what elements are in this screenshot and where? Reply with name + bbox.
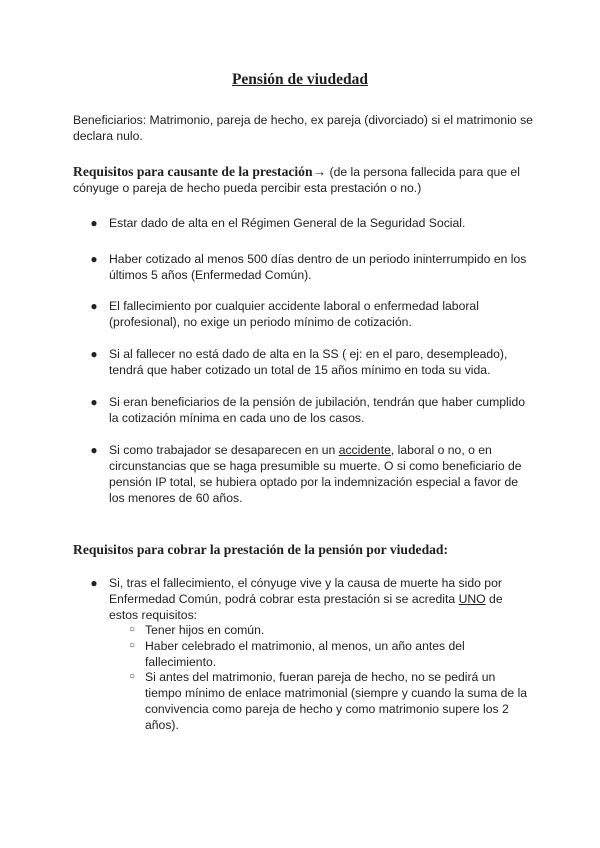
sub-list-item: ○ Si antes del matrimonio, fueran pareja de hecho, no se pedirá un tiempo mínimo de enlace matrimonial (siempre y cuando la suma de la convivencia como pareja de hecho y como matrimonio supere los 2 años).	[128, 670, 528, 732]
list-item	[90, 346, 529, 378]
accidente-link[interactable]: accidente	[338, 443, 391, 457]
circle-bullet-icon: ○	[128, 624, 136, 635]
section1-heading: Requisitos para causante de la prestación→	[73, 164, 327, 179]
sub-list-item: ○ Haber celebrado el matrimonio, al menos, un año antes del fallecimiento.	[128, 639, 465, 669]
bullet-icon: ●	[90, 347, 98, 361]
list-item: ● Si, tras el fallecimiento, el cónyuge vive y la causa de muerte ha sido por Enfermedad Común, podrá cobrar esta prestación si se acredita UNO de estos requisitos:	[90, 576, 503, 622]
beneficiaries-paragraph: Beneficiarios: Matrimonio, pareja de hecho, ex pareja (divorciado) si el matrimonio se declara nulo.	[73, 113, 533, 143]
circle-bullet-icon: ○	[128, 671, 136, 682]
list-item	[90, 298, 529, 330]
circle-bullet-icon: ○	[128, 640, 136, 651]
list-item	[90, 251, 529, 283]
list-item: ● Si como trabajador se desaparecen en un accidente, laboral o no, o en circunstancias que se haga presumible su muerte. O si como beneficiario de pensión IP total, se hubiera optado por la indemnización especial a favor de los menores de 60 años.	[90, 443, 522, 505]
list-item-text: Estar dado de alta en el Régimen General de la Seguridad Social.	[109, 216, 466, 230]
sub-list-item: ○ Tener hijos en común.	[128, 623, 265, 637]
list-item-text: Haber cotizado al menos 500 días dentro de un periodo ininterrumpido en los últimos 5 años (Enfermedad Común).	[109, 252, 527, 282]
list-item	[90, 394, 529, 426]
page-title: Pensión de viudedad	[231, 71, 369, 88]
list-item	[90, 215, 529, 231]
section1-paragraph	[73, 164, 533, 196]
bullet-icon: ●	[90, 443, 98, 457]
bullet-icon: ●	[90, 252, 98, 266]
bullet-icon: ●	[90, 299, 98, 313]
bullet-icon: ●	[90, 395, 98, 409]
list-item-text: Si eran beneficiarios de la pensión de jubilación, tendrán que haber cumplido la cotización mínima en cada uno de los casos.	[109, 395, 526, 425]
bullet-icon: ●	[90, 216, 98, 230]
uno-emphasis: UNO	[458, 592, 486, 606]
list-item-text: Si al fallecer no está dado de alta en la SS ( ej: en el paro, desempleado), tendrá que haber cotizado un total de 15 años mínimo en toda su vida.	[109, 347, 508, 377]
list-item-text: El fallecimiento por cualquier accidente laboral o enfermedad laboral (profesional), no exige un periodo mínimo de cotización.	[109, 299, 479, 329]
bullet-icon: ●	[90, 576, 98, 590]
section1-note: (de la persona fallecida para que el cónyuge o pareja de hecho pueda percibir esta prestación o no.)	[73, 165, 520, 195]
section2-heading: Requisitos para cobrar la prestación de la pensión por viudedad:	[73, 542, 449, 557]
